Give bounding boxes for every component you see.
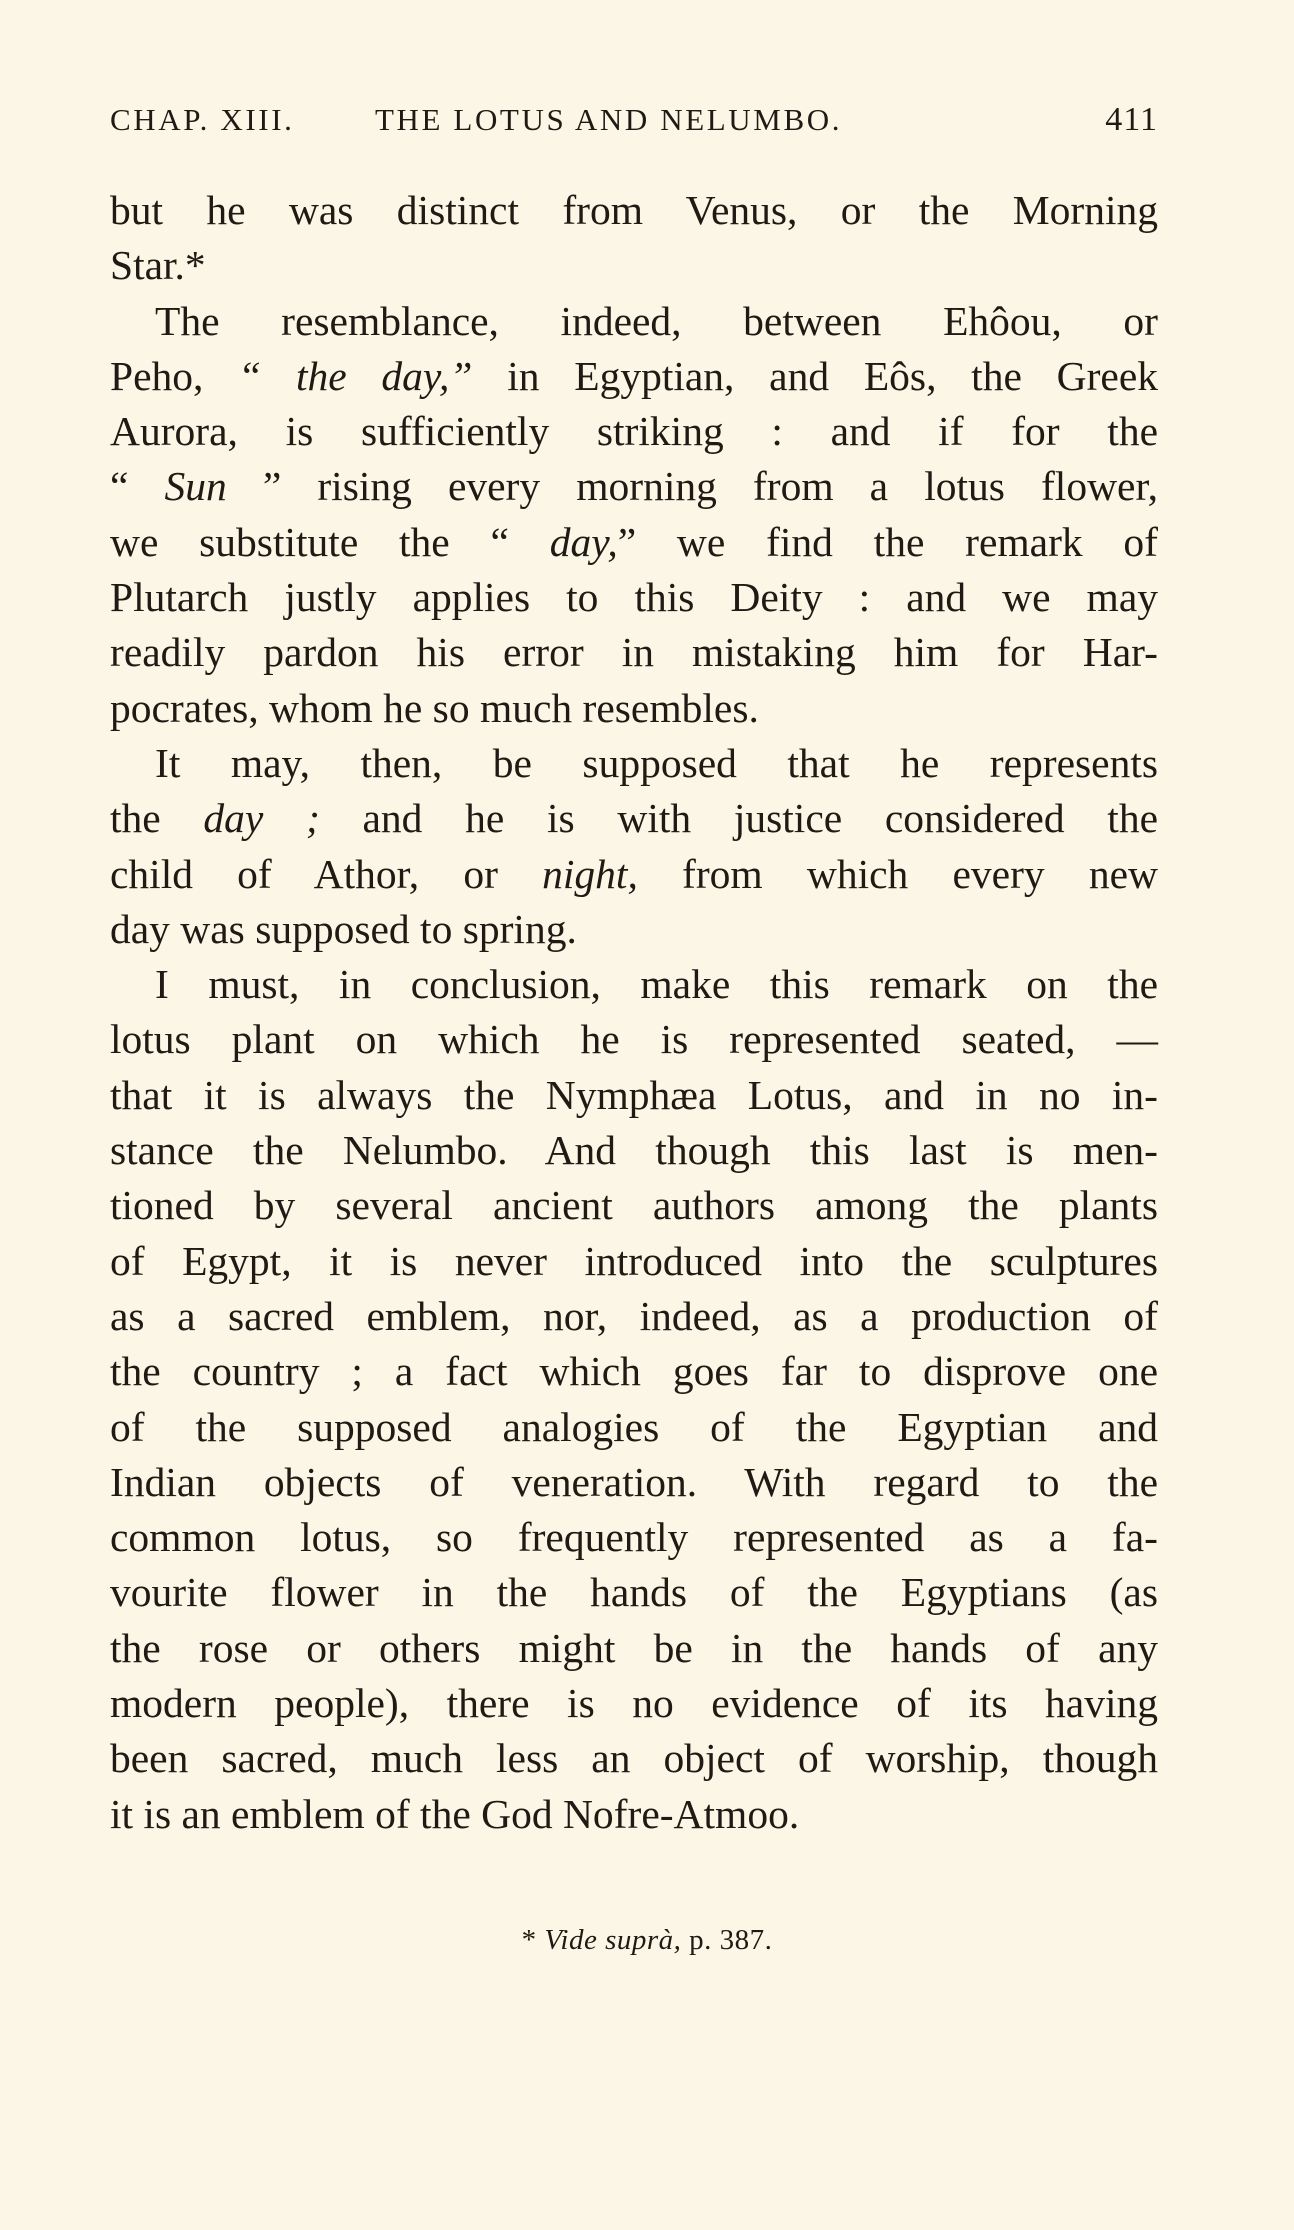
italic-phrase: “ the day,” (238, 352, 473, 399)
italic-phrase: day ; (203, 795, 320, 842)
text-segment: ” rising every morning from a lotus flower, (226, 463, 1159, 510)
text-line: lotus plant on which he is represented seated, — (110, 1016, 1158, 1063)
text-segment: child of Athor, or (110, 850, 543, 897)
text-line: readily pardon his error in mistaking him for Har- (110, 629, 1158, 676)
text-line: of the supposed analogies of the Egyptian and (110, 1403, 1158, 1450)
text-line: been sacred, much less an object of worship, though (110, 1735, 1158, 1782)
text-segment: we substitute the “ (110, 518, 509, 565)
text-line: vourite flower in the hands of the Egyptians (as (110, 1569, 1158, 1616)
italic-phrase: day, (549, 518, 618, 565)
text-line: it is an emblem of the God Nofre-Atmoo. (110, 1790, 800, 1837)
text-line: modern people), there is no evidence of its having (110, 1680, 1158, 1727)
text-line: pocrates, whom he so much resembles. (110, 684, 759, 731)
text-segment: ” we find the remark of (617, 518, 1159, 565)
text-line: but he was distinct from Venus, or the Morning (110, 187, 1158, 233)
text-segment: the (110, 795, 204, 842)
text-line: Aurora, is sufficiently striking : and if for the (110, 408, 1158, 455)
text-line (110, 349, 1158, 404)
text-line: Indian objects of veneration. With regard to the (110, 1458, 1158, 1505)
footnote-italic: Vide suprà, (544, 1924, 682, 1956)
body-text (110, 183, 1158, 1842)
text-line: tioned by several ancient authors among the plants (110, 1182, 1158, 1229)
italic-phrase: Sun (164, 463, 227, 510)
text-line: the rose or others might be in the hands of any (110, 1624, 1158, 1671)
text-line: of Egypt, it is never introduced into the sculptures (110, 1237, 1158, 1284)
text-line: stance the Nelumbo. And though this last is men- (110, 1127, 1158, 1174)
text-segment: in Egyptian, and Eôs, the Greek (472, 352, 1159, 399)
text-line: I must, in conclusion, make this remark on the (155, 961, 1158, 1008)
running-head (110, 96, 1158, 144)
italic-phrase: night, (542, 850, 638, 897)
text-segment: from which every new (637, 850, 1158, 897)
text-line: Plutarch justly applies to this Deity : and we may (110, 574, 1158, 621)
text-line: It may, then, be supposed that he represents (155, 739, 1158, 786)
text-line (110, 791, 1158, 846)
text-line: common lotus, so frequently represented as a fa- (110, 1514, 1158, 1561)
text-line: day was supposed to spring. (110, 905, 577, 952)
text-line: as a sacred emblem, nor, indeed, as a production of (110, 1292, 1158, 1339)
text-line: the country ; a fact which goes far to disprove one (110, 1348, 1158, 1395)
footnote-reference: p. 387. (681, 1924, 773, 1956)
text-line (110, 515, 1158, 570)
text-line: The resemblance, indeed, between Ehôou, or (155, 297, 1158, 344)
text-segment: Peho, (110, 352, 239, 399)
footnote-marker: * (521, 1924, 545, 1956)
text-segment: “ (110, 463, 129, 510)
footnote (0, 1920, 1294, 1960)
text-line (110, 847, 1158, 902)
text-line (110, 459, 1158, 514)
page-number: 411 (1105, 101, 1158, 138)
chapter-title: THE LOTUS AND NELUMBO. (375, 102, 843, 137)
text-line: that it is always the Nymphæa Lotus, and in no in- (110, 1071, 1158, 1118)
text-line: Star.* (110, 242, 206, 289)
chapter-heading: CHAP. XIII. (110, 102, 295, 137)
text-segment: and he is with justice considered the (319, 795, 1158, 842)
